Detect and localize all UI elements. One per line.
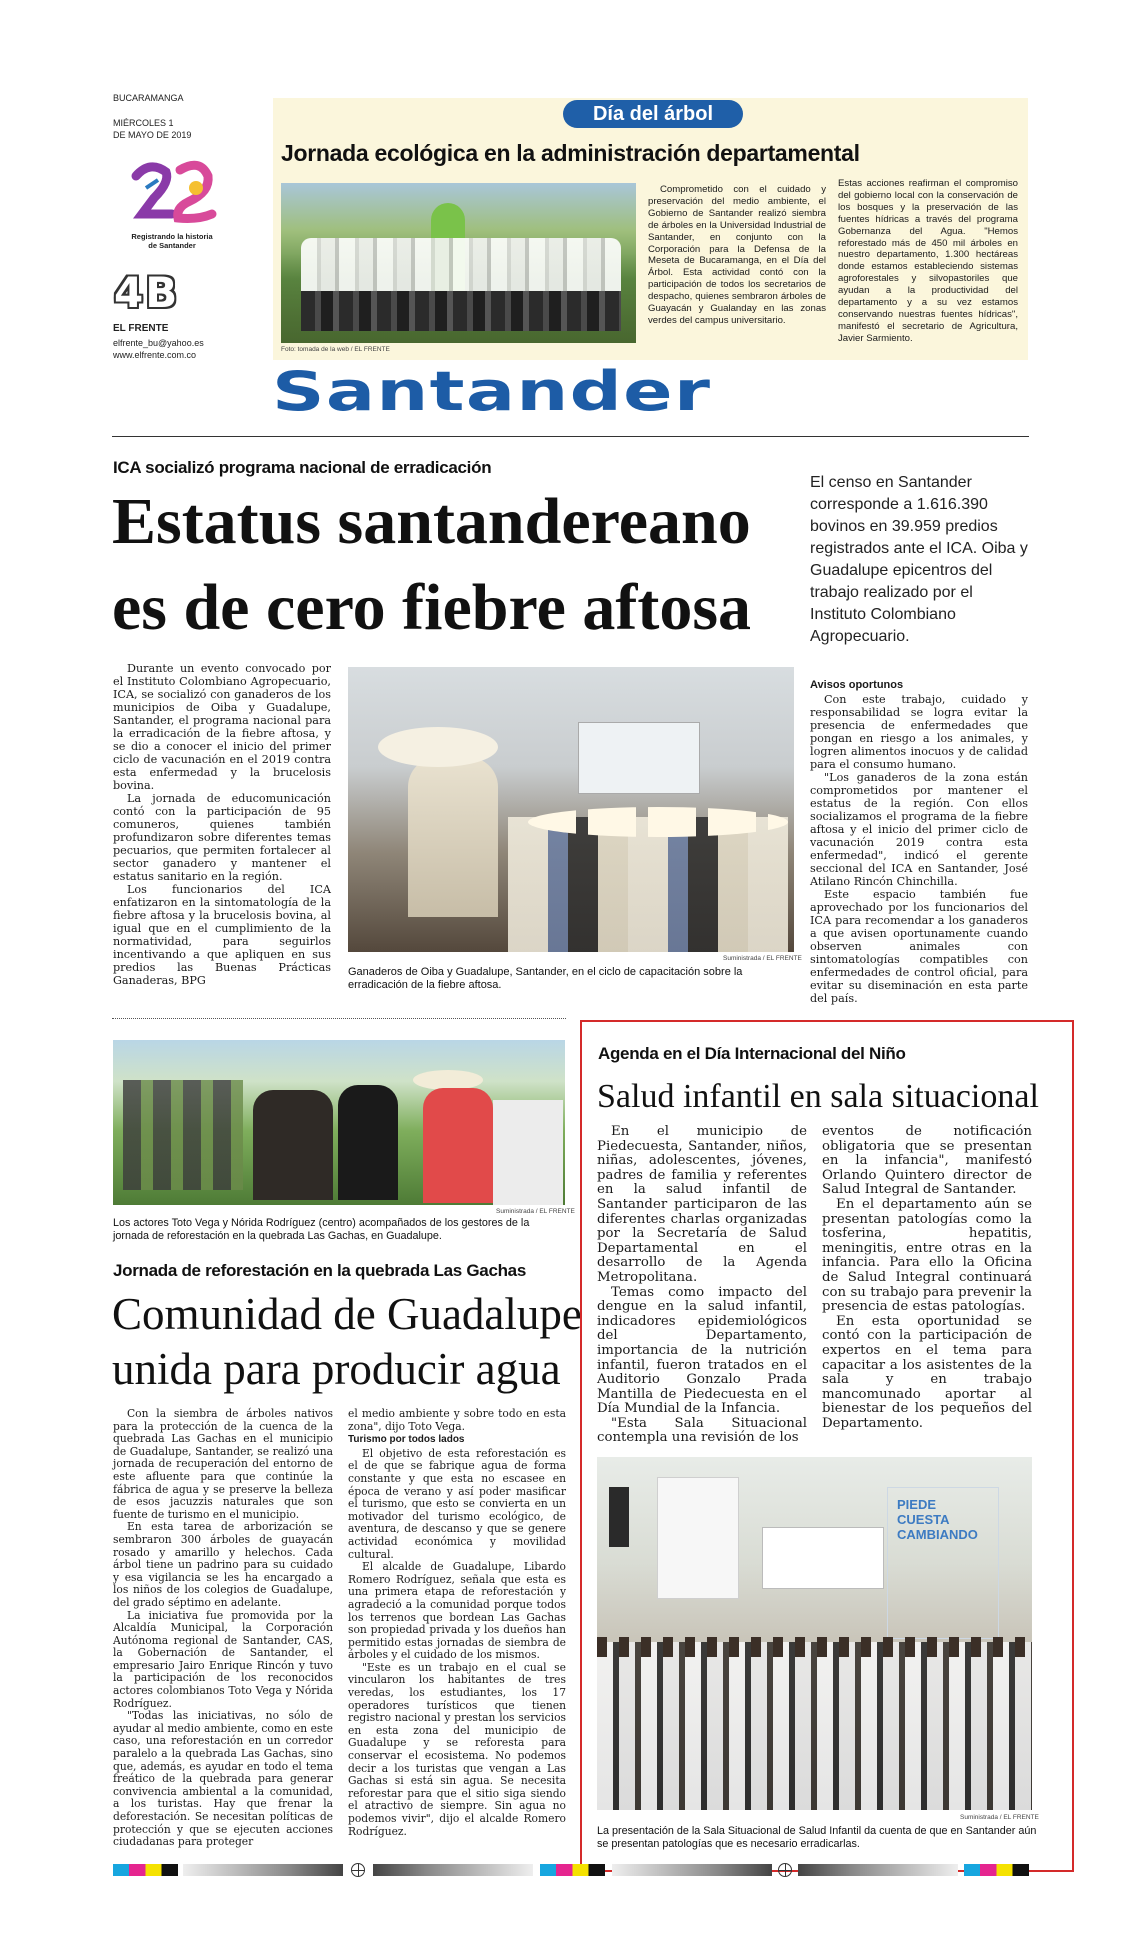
top-story-box — [273, 98, 1028, 360]
crop-mark-left — [351, 1863, 365, 1877]
cattle-photo-credit: Suministrada / EL FRENTE — [723, 955, 802, 962]
auditorium-banner-text: PIEDE CUESTA CAMBIANDO — [897, 1497, 978, 1542]
reforestation-photo-caption: Los actores Toto Vega y Nórida Rodríguez (centro) acompañados de los gestores de la jornada de reforestación en la quebrada Las Gachas, en Guadalupe. — [113, 1217, 530, 1242]
date-line-2: DE MAYO DE 2019 — [113, 130, 192, 140]
main-kicker: ICA socializó programa nacional de erradicación — [113, 458, 492, 477]
top-story-col1: Comprometido con el cuidado y preservación del medio ambiente, el Gobierno de Santander realizó siembra de árboles en la Universidad Industrial de Santander, en conjunto con la Corporación para la Defensa de la Meseta de Bucaramanga, en el Día del Árbol. Esta actividad contó con la participación de todos los secretarios de despacho, quienes sembraron árboles de Guayacán y Gualanday en las zonas verdes del campus universitario. — [648, 184, 826, 326]
tree-day-photo-credit: Foto: tomada de la web / EL FRENTE — [281, 346, 390, 353]
anniversary-logo — [128, 158, 218, 248]
color-bar-mid — [540, 1864, 605, 1876]
water-headline-2: unida para producir agua — [112, 1344, 561, 1394]
cattle-photo-caption: Ganaderos de Oiba y Guadalupe, Santander, en el ciclo de capacitación sobre la erradicación de la fiebre aftosa. — [348, 966, 743, 991]
water-col2: el medio ambiente y sobre todo en esta zona", dijo Toto Vega. Turismo por todos lados El objetivo de esta reforestación es el de que se fabrique agua de forma constante y que esta no escasee en época de verano y así poder masificar el turismo, que esto se convierta en un motivador del turismo ecológico, de aventura, de descanso y que se genere actividad económica y movilidad cultural. El alcalde de Guadalupe, Libardo Romero Rodríguez, señala que esta es una primera etapa de reforestación y agradeció a la comunidad porque todos los terrenos que bordean Las Gachas son propiedad privada y los dueños han permitido estas jornadas de siembra de árboles y el cuidado de los mismos. "Este es un trabajo en el cual se vincularon los habitantes de tres veredas, los estudiantes, los 17 operadores turísticos que tienen registro nacional y prestan los servicios en esta zona del municipio de Guadalupe y se reforesta para conservar el ecosistema. No podemos decir a los turistas que vengan a Las Gachas si está sin agua. Se necesita reforestar para que el sitio siga siendo el atractivo de siempre. Sin agua no podemos vivir", dijo el alcalde Romero Rodríguez. — [348, 1407, 566, 1838]
city-label: BUCARAMANGA — [113, 93, 184, 103]
child-headline: Salud infantil en sala situacional — [597, 1078, 1039, 1115]
water-kicker: Jornada de reforestación en la quebrada Las Gachas — [113, 1261, 526, 1280]
gray-bar-left — [183, 1864, 343, 1876]
main-headline-2: es de cero fiebre aftosa — [112, 571, 752, 644]
water-headline-1: Comunidad de Guadalupe — [112, 1289, 582, 1339]
section-title: Santander — [272, 360, 712, 423]
auditorium-photo-caption: La presentación de la Sala Situacional de Salud Infantil da cuenta de que en Santander aún se presentan patologías que es necesario erradicarlas. — [597, 1825, 1037, 1850]
top-story-title: Jornada ecológica en la administración departamental — [281, 140, 860, 166]
section-rule — [112, 436, 1029, 437]
main-subhead-avisos: Avisos oportunos — [810, 679, 904, 691]
main-col1: Durante un evento convocado por el Instituto Colombiano Agropecuario, ICA, se socializó con ganaderos de los municipios de Oiba y Guadalupe, Santander, el programa nacional para la erradicación de la fiebre aftosa, y se dio a conocer el inicio del primer ciclo de vacunación en el 2019 contra esta enfermedad y la brucelosis bovina. La jornada de educomunicación contó con la participación de 95 comuneros, quienes también profundizaron sobre diferentes temas pecuarios, que permiten fortalecer al sector ganadero y mantener el estatus sanitario en la región. Los funcionarios del ICA enfatizaron en la sintomatología de la fiebre aftosa y la brucelosis bovina, al igual que en el cumplimiento de la normatividad, para seguirlos incentivando a que apliquen en sus predios las Buenas Prácticas Ganaderas, BPG — [113, 662, 331, 987]
gray-bar-mid2 — [612, 1864, 772, 1876]
logo-text: Registrando la historia de Santander — [131, 232, 213, 250]
date-line-1: MIÉRCOLES 1 — [113, 118, 174, 128]
page-number: 4B — [114, 268, 180, 317]
reforestation-photo — [113, 1040, 565, 1205]
top-story-col2: Estas acciones reafirman el compromiso del gobierno local con la conservación de los bosques y la preservación de las fuentes hídricas a través del programa Gobernanza del Agua. "Hemos reforestado más de 450 mil árboles en nuestro departamento, 1.300 hectáreas donde estamos estableciendo sistemas agroforestales y silvopastoriles que ayudan a la productividad del departamento y a su vez estamos conservando nuestras fuentes hídricas", manifestó el secretario de Agricultura, Javier Sarmiento. — [838, 178, 1018, 344]
main-deck: El censo en Santander corresponde a 1.616.390 bovinos en 39.959 predios registrados ante el ICA. Oiba y Guadalupe epicentros del trabajo realizado por el Instituto Colombiano Agropecuario. — [810, 474, 1028, 645]
water-col1: Con la siembra de árboles nativos para la protección de la cuenca de la quebrada Las Gachas en el municipio de Guadalupe, Santander, se realizó una jornada de recuperación del entorno de este afluente para que continúe la fábrica de agua y se preserve la belleza de esos jacuzzis naturales que son fuente de turismo en el municipio. En esta tarea de arborización se sembraron 300 árboles de guayacán rosado y amarillo y helechos. Cada árbol tiene un padrino para su cuidado y esa vigilancia se les ha encargado a los niños de los colegios de Guadalupe, del grado séptimo en adelante. La iniciativa fue promovida por la Alcaldía Municipal, la Corporación Autónoma regional de Santander, CAS, la Gobernación de Santander, el empresario Jairo Enrique Rincón y tuvo la participación de los reconocidos actores colombianos Toto Vega y Nórida Rodríguez. "Todas las iniciativas, no sólo de ayudar al medio ambiente, como en este caso, una reforestación en un corredor paralelo a la quebrada Las Gachas, sino que, además, es ayudar en todo el tema freático de la quebrada para generar convivencia ambiental a la comunidad, a los turistas. Hay que frenar la deforestación. Se necesitan políticas de protección y que se ejecuten acciones ciudadanas para proteger — [113, 1407, 333, 1849]
auditorium-photo — [597, 1457, 1032, 1810]
tree-day-photo — [281, 183, 636, 343]
reforestation-photo-credit: Suministrada / EL FRENTE — [496, 1208, 575, 1215]
auditorium-photo-credit: Suministrada / EL FRENTE — [960, 1814, 1039, 1821]
child-col1: En el municipio de Piedecuesta, Santander, niños, niñas, adolescentes, jóvenes, padres de familia y referentes en la salud infantil de Santander participaron de las diferentes charlas organizadas por la Secretaría de Salud Departamental en el desarrollo de la Agenda Metropolitana. Temas como impacto del dengue en la salud infantil, indicadores epidemiológicos del Departamento, importancia de la nutrición infantil, fueron tratados en el Auditorio Gonzalo Prada Mantilla de Piedecuesta en el Día Mundial de la Infancia. "Esta Sala Situacional contempla una revisión de los — [597, 1124, 807, 1446]
crop-mark-right — [778, 1863, 792, 1877]
main-headline-1: Estatus santandereano — [112, 485, 751, 558]
color-bar-right — [964, 1864, 1029, 1876]
gray-bar-right — [798, 1864, 958, 1876]
paper-email: elfrente_bu@yahoo.es — [113, 338, 204, 348]
day-of-tree-badge: Día del árbol — [563, 100, 743, 128]
child-kicker: Agenda en el Día Internacional del Niño — [598, 1044, 906, 1063]
cattle-farmers-photo — [348, 667, 794, 952]
child-col2: eventos de notificación obligatoria que se presentan en la infancia", manifestó Orlando Quintero director de Salud Integral de Santander. En el departamento aún se presentan patologías como la tosferina, hepatitis, meningitis, entre otras en la infancia. Para ello la Oficina de Salud Integral continuará con su trabajo para prevenir la presencia de estas patologías. En esta oportunidad se contó con la participación de expertos en el tema para capacitar a los asistentes de la sala y en trabajo mancomunado aportar al bienestar de los pequeños del Departamento. — [822, 1124, 1032, 1431]
water-subhead-turismo: Turismo por todos lados — [348, 1434, 465, 1446]
main-col3: Avisos oportunos Con este trabajo, cuidado y responsabilidad se logra evitar la presencia de enfermedades que pongan en riesgo a los animales, y logren alimentos inocuos y de calidad para el consumo humano. "Los ganaderos de la zona están comprometidos por mantener el estatus de la región. Con ellos socializamos el programa de la fiebre aftosa y el inicio del primer ciclo de vacunación 2019 contra esta enfermedad", indicó el gerente seccional del ICA en Santander, José Atilano Rincón Chinchilla. Este espacio también fue aprovechado por los funcionarios del ICA para recomendar a los ganaderos a que avisen oportunamente cuando observen animales con sintomatologías compatibles con enfermedades de control oficial, para evitar su diseminación en esta parte del país. — [810, 679, 1028, 1005]
paper-name: EL FRENTE — [113, 323, 169, 334]
main-bottom-divider — [112, 1018, 566, 1019]
gray-bar-mid — [373, 1864, 533, 1876]
color-bar-left — [113, 1864, 178, 1876]
paper-website: www.elfrente.com.co — [113, 350, 197, 360]
